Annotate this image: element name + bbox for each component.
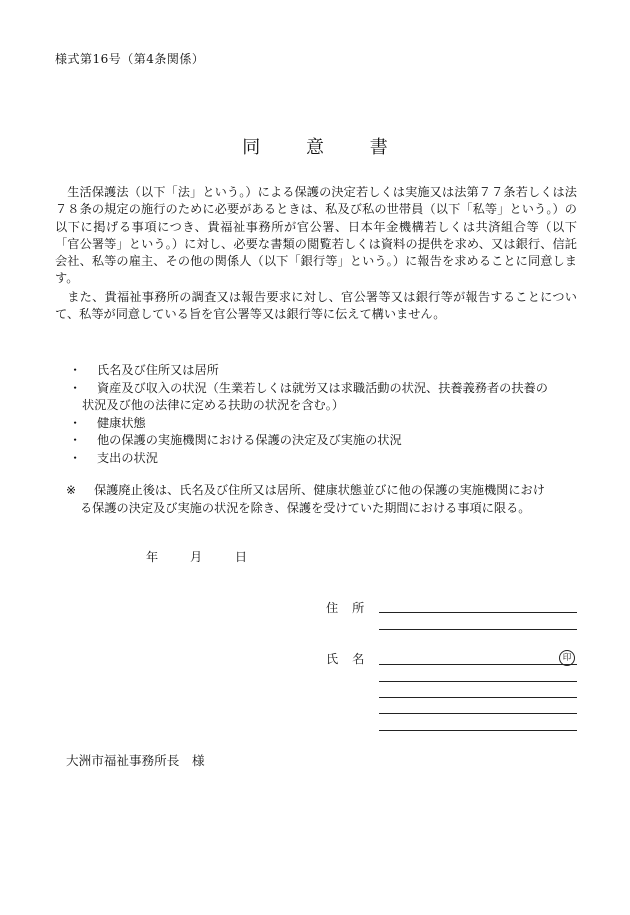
bullet: ・ (69, 380, 82, 395)
note (66, 482, 578, 517)
date-field (146, 548, 247, 565)
date-day-label: 日 (234, 550, 248, 564)
list-item-continuation: 状況及び他の法律に定める扶助の状況を含む。） (82, 398, 345, 412)
address-label: 住所 (326, 601, 379, 615)
name-label: 氏名 (326, 652, 379, 666)
household-line-4[interactable] (379, 730, 577, 731)
bullet: ・ (69, 450, 82, 465)
address-line-2[interactable] (379, 629, 577, 630)
household-line-2[interactable] (379, 697, 577, 698)
consent-items-list (55, 362, 580, 467)
list-item (55, 415, 580, 433)
note-mark: ※ (66, 483, 77, 497)
list-item-text: 資産及び収入の状況（生業若しくは就労又は求職活動の状況、扶養義務者の扶養の (97, 380, 548, 395)
name-line[interactable] (379, 664, 577, 665)
consent-paragraph-2: また、貴福祉事務所の調査又は報告要求に対し、官公署等又は銀行等が報告することについて、私等が同意している旨を官公署等又は銀行等に伝えて構いません。 (55, 290, 577, 322)
list-item (55, 362, 580, 380)
list-item (55, 450, 580, 468)
list-item-text: 支出の状況 (97, 450, 158, 465)
bullet: ・ (69, 363, 82, 377)
list-item-text: 他の保護の実施機関における保護の決定及び実施の状況 (97, 433, 402, 447)
seal-mark-icon: 印 (559, 650, 575, 666)
date-year-label: 年 (146, 550, 159, 564)
note-line-1: 保護廃止後は、氏名及び住所又は居所、健康状態並びに他の保護の実施機関におけ (94, 483, 545, 497)
note-line-2: る保護の決定及び実施の状況を除き、保護を受けていた期間における事項に限る。 (80, 500, 531, 515)
list-item (55, 380, 580, 415)
bullet: ・ (69, 433, 82, 447)
list-item-text: 氏名及び住所又は居所 (97, 363, 219, 377)
household-line-1[interactable] (379, 681, 577, 682)
note-text (66, 482, 578, 517)
addressee: 大洲市福祉事務所長 様 (66, 753, 205, 768)
address-line-1[interactable] (379, 612, 577, 613)
consent-paragraph-1: 生活保護法（以下「法」という。）による保護の決定若しくは実施又は法第７７条若しくは法７８条の規定の施行のために必要があるときは、私及び私の世帯員（以下「私等」という。）の以下に掲げる事項につき、貴福祉事務所が官公署、日本年金機構若しくは共済組合等（以下「官公署等」という。）に対し、必要な書類の閲覧若しくは資料の提供を求め、又は銀行、信託会社、私等の雇主、その他の関係人（以下「銀行等」という。）に報告を求めることに同意します。 (55, 185, 577, 286)
bullet: ・ (69, 415, 82, 430)
household-line-3[interactable] (379, 713, 577, 714)
list-item-text: 健康状態 (97, 415, 146, 430)
document-title: 同 意 書 (242, 137, 408, 158)
form-number: 様式第16号（第4条関係） (55, 52, 205, 66)
list-item (55, 432, 580, 450)
date-month-label: 月 (189, 550, 203, 564)
